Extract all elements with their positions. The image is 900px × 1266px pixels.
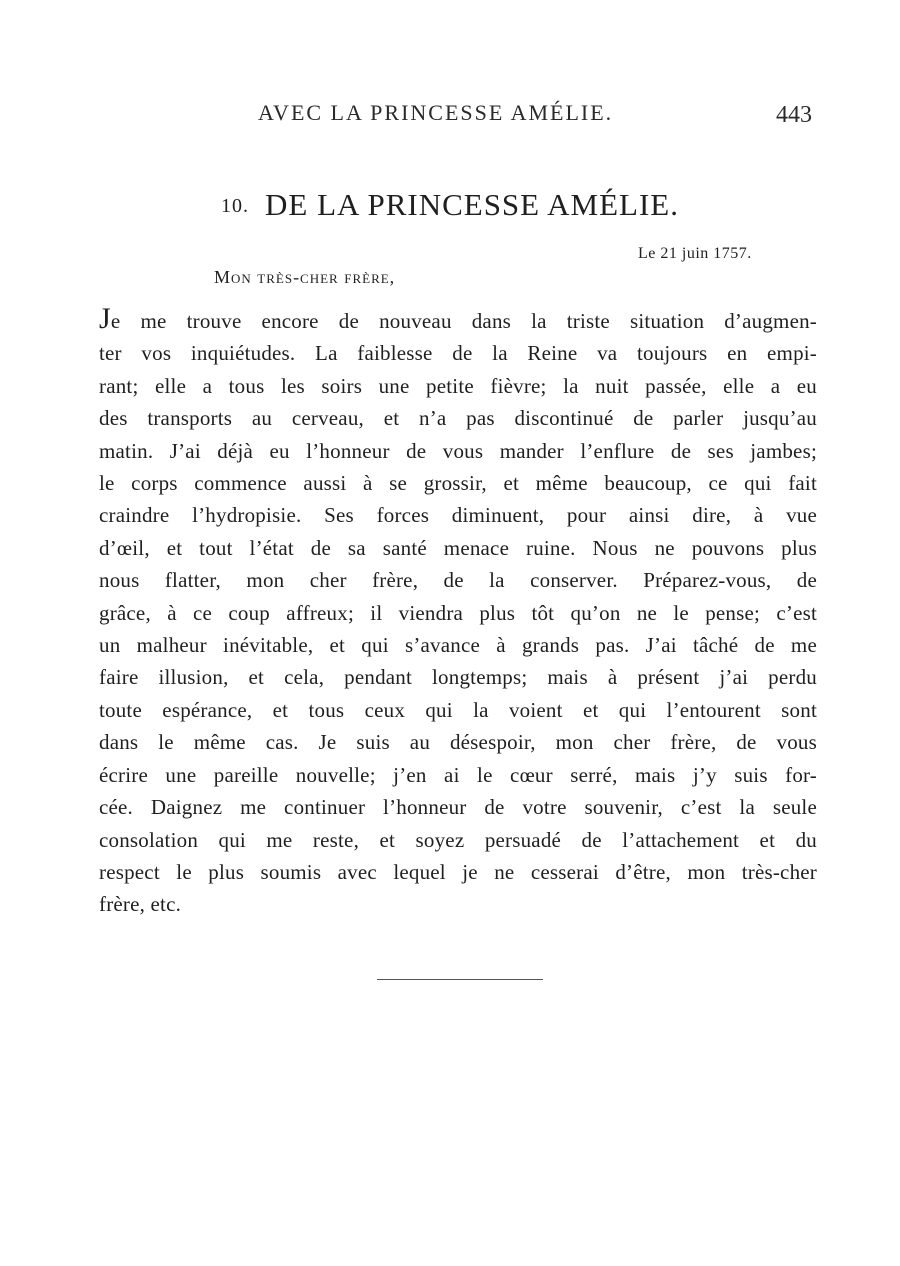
text-line: ter vos inquiétudes. La faiblesse de la Reine va toujours en empi-: [99, 341, 817, 366]
text-line: frère, etc.: [99, 892, 182, 917]
letter-date: Le 21 juin 1757.: [638, 245, 752, 262]
text-line: craindre l’hydropisie. Ses forces diminuent, pour ainsi dire, à vue: [99, 503, 817, 528]
text-line: [99, 302, 817, 337]
letter-body: [99, 302, 817, 921]
letter-heading: [0, 187, 900, 223]
text-line: toute espérance, et tous ceux qui la voient et qui l’entourent sont: [99, 697, 817, 722]
salutation: Mon très-cher frère,: [214, 267, 396, 287]
text-line: rant; elle a tous les soirs une petite fièvre; la nuit passée, elle a eu: [99, 373, 817, 398]
text-line: écrire une pareille nouvelle; j’en ai le cœur serré, mais j’y suis for-: [99, 762, 817, 787]
text-line: nous flatter, mon cher frère, de la conserver. Préparez-vous, de: [99, 568, 817, 593]
text-line: cée. Daignez me continuer l’honneur de votre souvenir, c’est la seule: [99, 795, 817, 820]
drop-cap: J: [99, 302, 111, 335]
text-line: faire illusion, et cela, pendant longtemps; mais à présent j’ai perdu: [99, 665, 817, 690]
text-line: consolation qui me reste, et soyez persuadé de l’attachement et du: [99, 827, 817, 852]
running-title: AVEC LA PRINCESSE AMÉLIE.: [258, 100, 614, 125]
text-line: des transports au cerveau, et n’a pas discontinué de parler jusqu’au: [99, 406, 817, 431]
text-line: respect le plus soumis avec lequel je ne cesserai d’être, mon très-cher: [99, 859, 817, 884]
text-line: un malheur inévitable, et qui s’avance à grands pas. J’ai tâché de me: [99, 633, 817, 658]
running-header: [0, 100, 900, 130]
letter-number: 10.: [221, 195, 250, 217]
text-line: matin. J’ai déjà eu l’honneur de vous mander l’enflure de ses jambes;: [99, 438, 817, 463]
separator-rule: [377, 979, 543, 980]
text-line: grâce, à ce coup affreux; il viendra plus tôt qu’on ne le pense; c’est: [99, 600, 817, 625]
text-line-content: e me trouve encore de nouveau dans la triste situation d’augmen-: [110, 309, 817, 333]
text-line: d’œil, et tout l’état de sa santé menace ruine. Nous ne pouvons plus: [99, 535, 817, 560]
page-number: 443: [776, 102, 812, 128]
text-line: le corps commence aussi à se grossir, et même beaucoup, ce qui fait: [99, 471, 817, 496]
text-line: dans le même cas. Je suis au désespoir, mon cher frère, de vous: [99, 730, 817, 755]
letter-title: DE LA PRINCESSE AMÉLIE.: [265, 187, 679, 222]
